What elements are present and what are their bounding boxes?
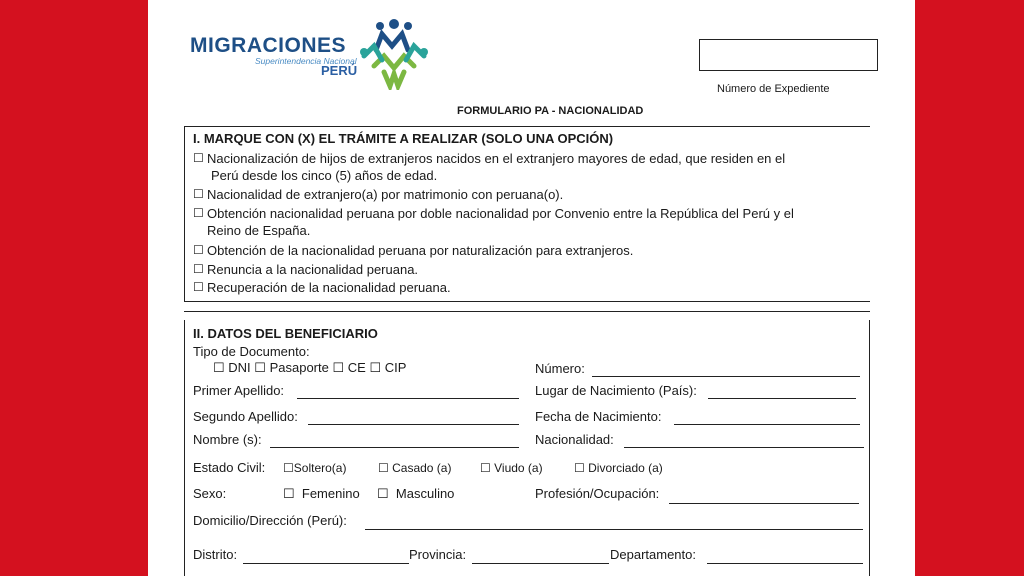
doc-option-ce: CE [347,360,366,375]
option-text: Obtención de la nacionalidad peruana por naturalización para extranjeros. [207,243,634,258]
profesion-field[interactable] [669,503,859,504]
expediente-number-box[interactable] [699,39,878,71]
checkbox[interactable]: ☐ [193,206,204,220]
option-text-cont: Perú desde los cinco (5) años de edad. [211,168,438,183]
checkbox[interactable]: ☐ [193,280,204,294]
sexo-option-label: Femenino [301,486,360,501]
checkbox[interactable]: ☐ [193,243,204,257]
option-text: Renuncia a la nacionalidad peruana. [207,262,419,277]
distrito-label: Distrito: [193,547,238,562]
sexo-masculino[interactable] [377,486,454,502]
distrito-field[interactable] [243,563,409,564]
departamento-label: Departamento: [610,547,696,562]
checkbox[interactable]: ☐ [283,461,294,475]
checkbox[interactable]: ☐ [574,461,585,475]
option-text-cont: Reino de España. [207,223,311,238]
option-text: Recuperación de la nacionalidad peruana. [207,280,451,295]
option-text: Nacionalización de hijos de extranjeros nacidos en el extranjero mayores de edad, que residen en el [207,151,786,166]
lugar-nacimiento-field[interactable] [708,398,856,399]
estado-casado[interactable] [378,461,451,475]
segundo-apellido-field[interactable] [308,424,519,425]
estado-viudo[interactable] [480,461,543,475]
checkbox-cip[interactable]: ☐ [369,360,382,375]
estado-option-label: Soltero(a) [293,461,347,475]
option-recuperacion[interactable] [193,279,451,296]
estado-option-label: Divorciado (a) [588,461,663,475]
numero-field[interactable] [592,376,860,377]
fecha-nacimiento-label: Fecha de Nacimiento: [535,409,662,424]
section-2-title: II. DATOS DEL BENEFICIARIO [193,326,378,341]
estado-option-label: Viudo (a) [494,461,543,475]
domicilio-label: Domicilio/Dirección (Perú): [193,513,347,528]
checkbox-dni[interactable]: ☐ [213,360,225,375]
segundo-apellido-label: Segundo Apellido: [193,409,298,424]
nombres-field[interactable] [270,447,519,448]
section-beneficiario [184,320,870,576]
provincia-label: Provincia: [409,547,467,562]
sexo-option-label: Masculino [395,486,455,501]
checkbox[interactable]: ☐ [377,486,389,501]
domicilio-field[interactable] [365,529,863,530]
profesion-label: Profesión/Ocupación: [535,486,660,501]
sexo-label: Sexo: [193,486,227,501]
doc-option-pasaporte: Pasaporte [269,360,329,375]
checkbox[interactable]: ☐ [283,486,295,501]
primer-apellido-field[interactable] [297,398,519,399]
option-text: Obtención nacionalidad peruana por doble nacionalidad por Convenio entre la República del Perú y el [207,206,794,221]
option-nacionalizacion-hijos[interactable] [193,150,785,184]
migraciones-logo-icon [358,16,430,90]
nombres-label: Nombre (s): [193,432,262,447]
nacionalidad-label: Nacionalidad: [535,432,614,447]
doc-option-dni: DNI [228,360,251,375]
provincia-field[interactable] [472,563,609,564]
departamento-field[interactable] [707,563,863,564]
logo-country: PERÚ [321,63,358,78]
nacionalidad-field[interactable] [624,447,864,448]
checkbox-ce[interactable]: ☐ [332,360,345,375]
option-renuncia[interactable] [193,261,418,278]
numero-label: Número: [535,361,585,376]
sexo-femenino[interactable] [283,486,360,502]
form-page [148,0,915,576]
doc-option-cip: CIP [384,360,407,375]
estado-option-label: Casado (a) [392,461,452,475]
option-doble-nacionalidad[interactable] [193,205,794,239]
lugar-nacimiento-label: Lugar de Nacimiento (País): [535,383,697,398]
option-naturalizacion[interactable] [193,242,633,259]
section-tramite [184,126,870,302]
option-text: Nacionalidad de extranjero(a) por matrimonio con peruana(o). [207,187,564,202]
checkbox[interactable]: ☐ [193,187,204,201]
logo-wordmark: MIGRACIONES [190,34,347,57]
estado-divorciado[interactable] [574,461,663,475]
checkbox[interactable]: ☐ [193,262,204,276]
section-divider [184,311,870,312]
estado-soltero[interactable] [283,461,346,475]
logo-subtitle: Superintendencia Nacional [255,56,357,66]
checkbox[interactable]: ☐ [378,461,389,475]
tipo-documento-label: Tipo de Documento: [193,344,310,359]
section-1-title: I. MARQUE CON (X) EL TRÁMITE A REALIZAR (SOLO UNA OPCIÓN) [193,131,614,146]
checkbox[interactable]: ☐ [480,461,491,475]
checkbox-pasaporte[interactable]: ☐ [254,360,266,375]
estado-civil-label: Estado Civil: [193,460,266,475]
primer-apellido-label: Primer Apellido: [193,383,285,398]
expediente-label: Número de Expediente [717,83,830,95]
fecha-nacimiento-field[interactable] [674,424,860,425]
checkbox[interactable]: ☐ [193,151,204,165]
doc-type-options [213,360,406,376]
option-matrimonio[interactable] [193,186,563,203]
form-title: FORMULARIO PA - NACIONALIDAD [457,105,644,117]
